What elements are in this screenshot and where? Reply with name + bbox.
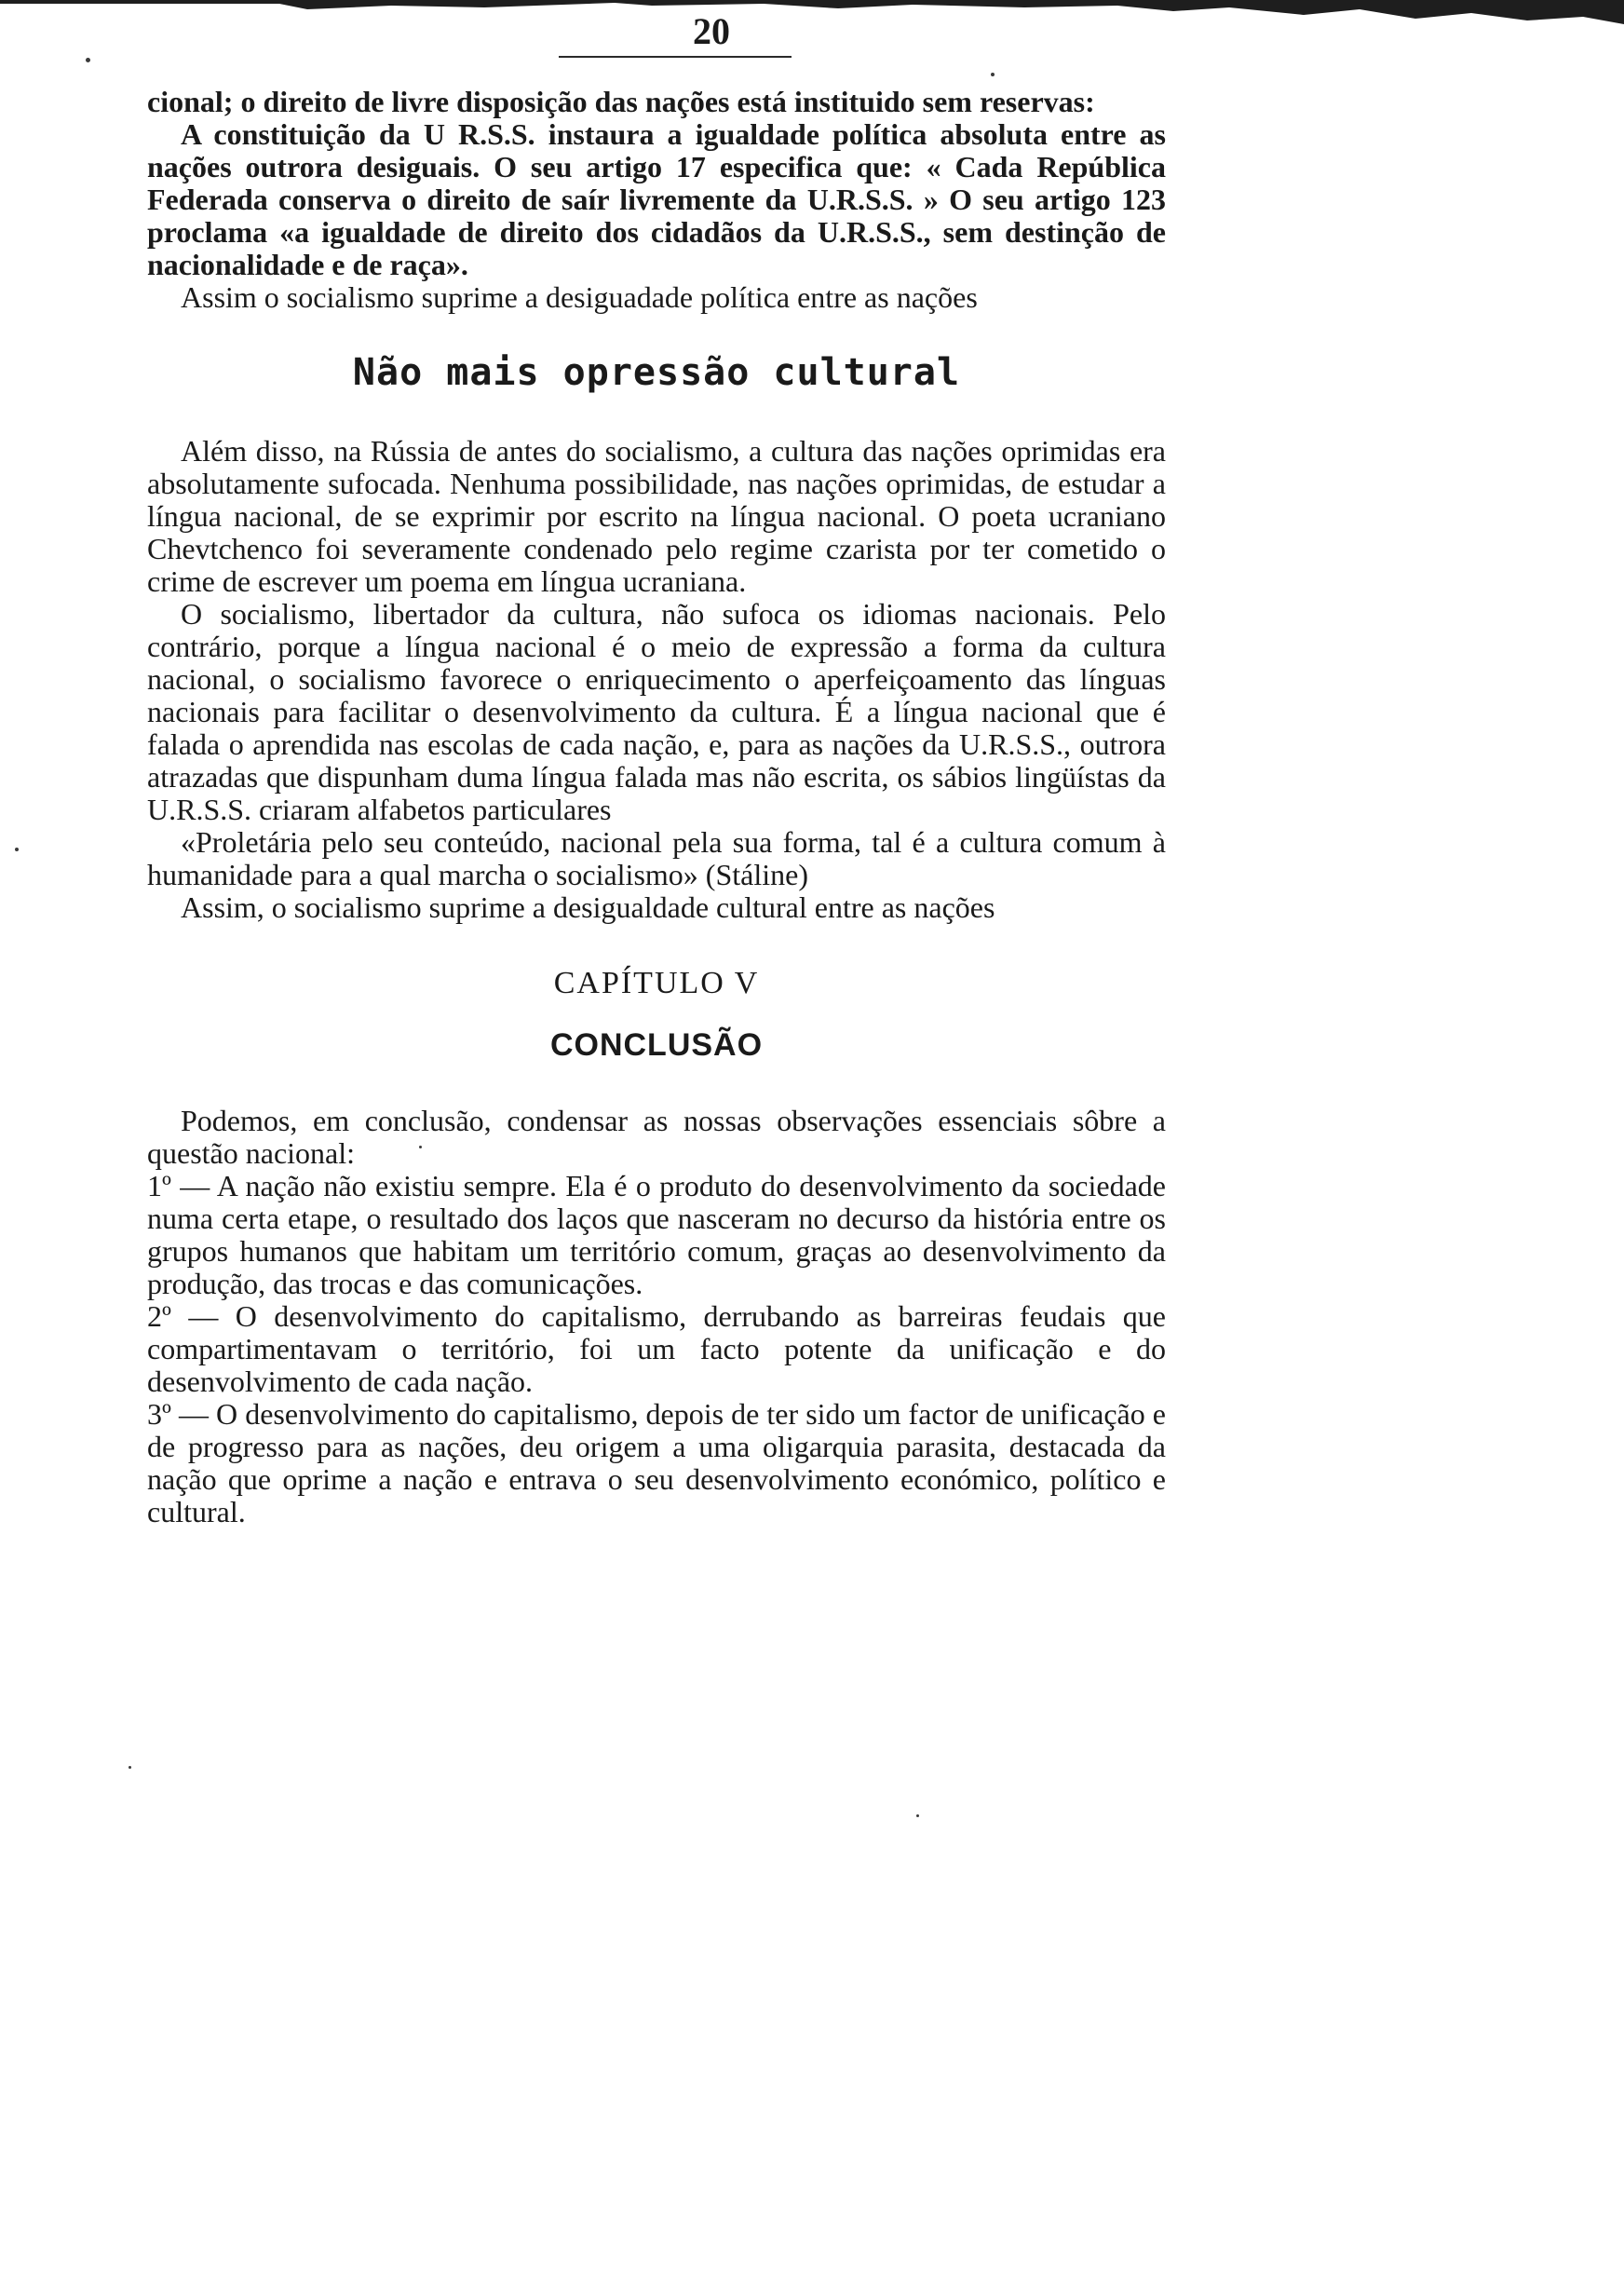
- scan-speck: [15, 848, 19, 851]
- paragraph-rights: cional; o direito de livre disposição das nações está instituido sem reservas:: [147, 85, 1095, 118]
- paragraph-political-equality: Assim o socialismo suprime a desiguadade política entre as nações: [181, 280, 978, 314]
- scan-speck: [916, 1814, 919, 1817]
- paragraph-conclusion-intro: Podemos, em conclusão, condensar as nossas observações essenciais sôbre a questão nacional:: [147, 1104, 1166, 1170]
- paragraph-socialism-languages: O socialismo, libertador da cultura, não sufoca os idiomas nacionais. Pelo contrário, porque a língua nacional é o meio de expressão a forma da cultura nacional, o socialismo favorece o enriquecimento o aperfeiçoamento das línguas nacionais para facilitar o desenvolvimento da cultura. É a língua nacional que é falada o aprendida nas escolas de cada nação, e, para as nações da U.R.S.S., outrora atrazadas que dispunham duma língua falada mas não escrita, os sábios lingüístas da U.R.S.S. criaram alfabetos particulares: [147, 597, 1166, 826]
- scan-speck: [419, 1146, 422, 1148]
- chapter-label: CAPÍTULO V: [553, 966, 760, 1000]
- paragraph-cultural-equality: Assim, o socialismo suprime a desigualdade cultural entre as nações: [181, 890, 995, 924]
- conclusion-item: 1º — A nação não existiu sempre. Ela é o produto do desenvolvimento da sociedade numa certa etape, o resultado dos laços que nasceram no decurso da história entre os grupos humanos que habitam um território comum, graças ao desenvolvimento da produção, das trocas e das comunicações.: [147, 1169, 1166, 1300]
- text-column: [147, 86, 1166, 1528]
- header-rule: [559, 56, 792, 58]
- scan-top-edge: [0, 0, 1624, 24]
- scan-speck: [991, 73, 995, 76]
- conclusion-item: 3º — O desenvolvimento do capitalismo, depois de ter sido um factor de unificação e de progresso para as nações, deu origem a uma oligarquia parasita, destacada da nação que oprime a nação e entrava o seu desenvolvimento económico, político e cultural.: [147, 1397, 1166, 1528]
- page-number: 20: [693, 10, 730, 52]
- paragraph-constitution: A constituição da U R.S.S. instaura a igualdade política absoluta entre as nações outrora desiguais. O seu artigo 17 especifica que: « Cada República Federada conserva o direito de saír livremente da U.R.S.S. » O seu artigo 123 proclama «a igualdade de direito dos cidadãos da U.R.S.S., sem destinção de nacionalidade e de raça».: [147, 117, 1166, 281]
- section-heading: Não mais opressão cultural: [352, 351, 961, 394]
- conclusion-item: 2º — O desenvolvimento do capitalismo, derrubando as barreiras feudais que compartimentavam o território, foi um facto potente da unificação e do desenvolvimento de cada nação.: [147, 1299, 1166, 1398]
- paragraph-oppressed-culture: Além disso, na Rússia de antes do socialismo, a cultura das nações oprimidas era absolutamente sufocada. Nenhuma possibilidade, nas nações oprimidas, de estudar a língua nacional, de se exprimir por escrito na língua nacional. O poeta ucraniano Chevtchenco foi severamente condenado pelo regime czarista por ter cometido o crime de escrever um poema em língua ucraniana.: [147, 434, 1166, 598]
- paragraph-stalin-quote: «Proletária pelo seu conteúdo, nacional pela sua forma, tal é a cultura comum à humanidade para a qual marcha o socialismo» (Stáline): [147, 825, 1166, 891]
- scan-speck: [86, 58, 90, 62]
- scan-speck: [129, 1766, 131, 1769]
- chapter-title: CONCLUSÃO: [549, 1027, 764, 1063]
